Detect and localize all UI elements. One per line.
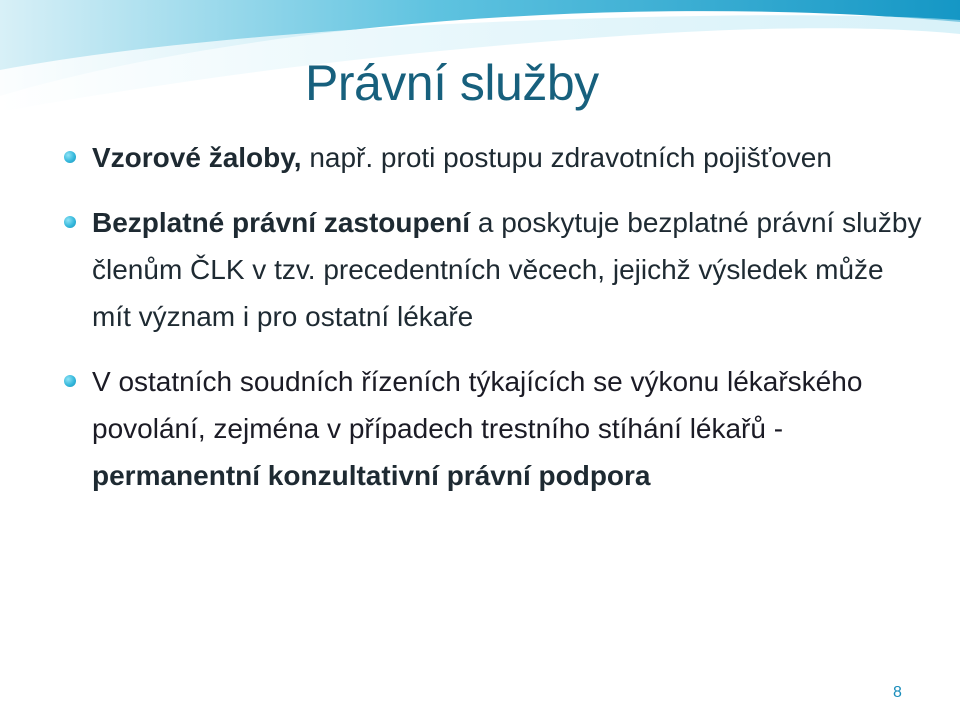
bullet-text: V ostatních soudních řízeních týkajících se výkonu lékařského povolání, zejména v případech trestního stíhání lékařů - bbox=[92, 366, 863, 444]
bullet-item bbox=[64, 134, 924, 181]
bullet-list bbox=[64, 134, 924, 499]
bullet-bold-text: permanentní konzultativní právní podpora bbox=[92, 460, 651, 491]
bullet-dot-icon bbox=[64, 375, 76, 387]
bullet-text: a poskytuje bezplatné právní služby členům ČLK v tzv. precedentních věcech, jejichž výsledek může mít význam i pro ostatní lékaře bbox=[92, 207, 922, 332]
bullet-bold-text: Bezplatné právní zastoupení bbox=[92, 207, 471, 238]
slide-title: Právní služby bbox=[305, 55, 599, 111]
bullet-item bbox=[64, 358, 924, 499]
bullet-bold-text: Vzorové žaloby, bbox=[92, 142, 302, 173]
bullet-dot-icon bbox=[64, 216, 76, 228]
bullet-item bbox=[64, 199, 924, 340]
bullet-text: např. proti postupu zdravotních pojišťoven bbox=[301, 142, 832, 173]
page-number: 8 bbox=[893, 684, 902, 701]
bullet-dot-icon bbox=[64, 151, 76, 163]
